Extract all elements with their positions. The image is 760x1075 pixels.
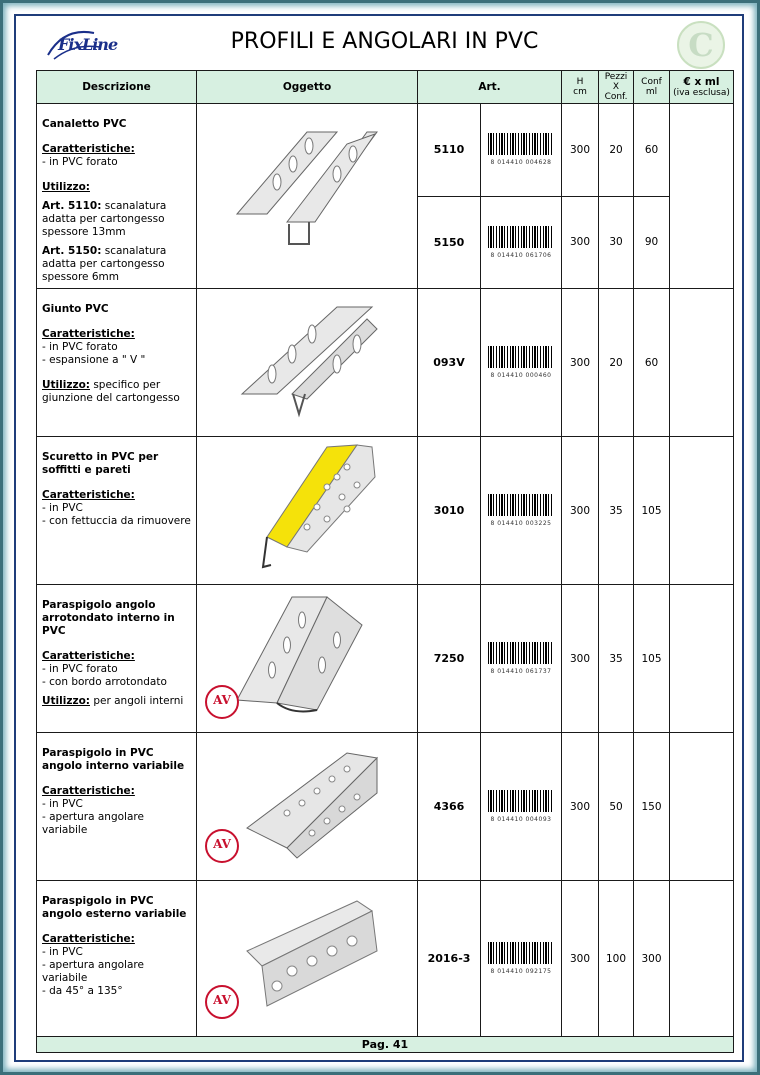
barcode-icon xyxy=(488,226,554,248)
pezzi-value: 20 xyxy=(599,104,634,197)
h-value: 300 xyxy=(562,104,599,197)
conf-value: 60 xyxy=(634,289,670,437)
col-conf: Conf ml xyxy=(634,71,670,104)
pezzi-value: 35 xyxy=(599,437,634,585)
pezzi-value: 30 xyxy=(599,196,634,289)
desc-giunto: Giunto PVC Caratteristiche: - in PVC forato - espansione a " V " Utilizzo: specifico per giunzione del cartongesso xyxy=(37,289,197,437)
desc-scuretto: Scuretto in PVC per soffitti e pareti Caratteristiche: - in PVC - con fettuccia da rimuovere xyxy=(37,437,197,585)
price-cell xyxy=(670,289,734,437)
desc-interno-variabile: Paraspigolo in PVC angolo interno variabile Caratteristiche: - in PVC - apertura angolare variabile xyxy=(37,733,197,881)
conf-value: 300 xyxy=(634,881,670,1037)
h-value: 300 xyxy=(562,196,599,289)
h-value: 300 xyxy=(562,733,599,881)
col-h: H cm xyxy=(562,71,599,104)
av-angle-variable-icon: AV xyxy=(205,685,239,719)
barcode: 8 014410 004093 xyxy=(481,733,562,881)
desc-esterno-variabile: Paraspigolo in PVC angolo esterno variabile Caratteristiche: - in PVC - apertura angolare variabile - da 45° a 135° xyxy=(37,881,197,1037)
barcode-icon xyxy=(488,494,554,516)
conf-value: 60 xyxy=(634,104,670,197)
art-code: 4366 xyxy=(418,733,481,881)
barcode: 8 014410 061737 xyxy=(481,585,562,733)
barcode-icon xyxy=(488,346,554,368)
price-cell xyxy=(670,585,734,733)
col-oggetto: Oggetto xyxy=(197,71,418,104)
image-giunto xyxy=(197,289,418,437)
conf-value: 105 xyxy=(634,437,670,585)
barcode: 8 014410 092175 xyxy=(481,881,562,1037)
h-value: 300 xyxy=(562,437,599,585)
h-value: 300 xyxy=(562,881,599,1037)
col-art: Art. xyxy=(418,71,562,104)
table-row xyxy=(37,289,734,437)
image-arrotondato xyxy=(197,585,418,733)
h-value: 300 xyxy=(562,289,599,437)
art-code: 5150 xyxy=(418,196,481,289)
art-code: 7250 xyxy=(418,585,481,733)
page-header xyxy=(36,17,733,69)
desc-canaletto: Canaletto PVC Caratteristiche: - in PVC forato Utilizzo: Art. 5110: scanalatura adatta per cartongesso spessore 13mm Art. 5150: scanalatura adatta per cartongesso spessore 6mm xyxy=(37,104,197,289)
table-row xyxy=(37,437,734,585)
table-header xyxy=(37,71,734,104)
price-cell xyxy=(670,104,734,289)
image-esterno-variabile xyxy=(197,881,418,1037)
barcode-icon xyxy=(488,942,554,964)
art-code: 2016-3 xyxy=(418,881,481,1037)
av-angle-variable-icon: AV xyxy=(205,985,239,1019)
barcode-icon xyxy=(488,642,554,664)
page-number: Pag. 41 xyxy=(37,1037,734,1053)
logo-text: FixLine xyxy=(58,35,118,54)
pezzi-value: 20 xyxy=(599,289,634,437)
pezzi-value: 50 xyxy=(599,733,634,881)
image-interno-variabile xyxy=(197,733,418,881)
table-footer xyxy=(37,1037,734,1053)
barcode-icon xyxy=(488,790,554,812)
barcode: 8 014410 004628 xyxy=(481,104,562,197)
price-cell xyxy=(670,437,734,585)
h-value: 300 xyxy=(562,585,599,733)
av-angle-variable-icon: AV xyxy=(205,829,239,863)
barcode: 8 014410 061706 xyxy=(481,196,562,289)
barcode: 8 014410 003225 xyxy=(481,437,562,585)
image-canaletto xyxy=(197,104,418,289)
page-title: PROFILI E ANGOLARI IN PVC xyxy=(230,29,539,54)
table-row xyxy=(37,733,734,881)
price-cell xyxy=(670,733,734,881)
desc-arrotondato: Paraspigolo angolo arrotondato interno in PVC Caratteristiche: - in PVC forato - con bordo arrotondato Utilizzo: per angoli interni xyxy=(37,585,197,733)
art-code: 5110 xyxy=(418,104,481,197)
pezzi-value: 100 xyxy=(599,881,634,1037)
conf-value: 90 xyxy=(634,196,670,289)
ce-mark-icon: C xyxy=(677,21,725,69)
col-descrizione: Descrizione xyxy=(37,71,197,104)
art-code: 093V xyxy=(418,289,481,437)
table-row xyxy=(37,104,734,197)
product-table xyxy=(36,70,734,1053)
barcode-icon xyxy=(488,133,554,155)
table-row xyxy=(37,585,734,733)
table-row xyxy=(37,881,734,1037)
barcode: 8 014410 000460 xyxy=(481,289,562,437)
col-price: € x ml (iva esclusa) xyxy=(670,71,734,104)
conf-value: 105 xyxy=(634,585,670,733)
col-pezzi: Pezzi X Conf. xyxy=(599,71,634,104)
art-code: 3010 xyxy=(418,437,481,585)
pezzi-value: 35 xyxy=(599,585,634,733)
conf-value: 150 xyxy=(634,733,670,881)
image-scuretto xyxy=(197,437,418,585)
price-cell xyxy=(670,881,734,1037)
